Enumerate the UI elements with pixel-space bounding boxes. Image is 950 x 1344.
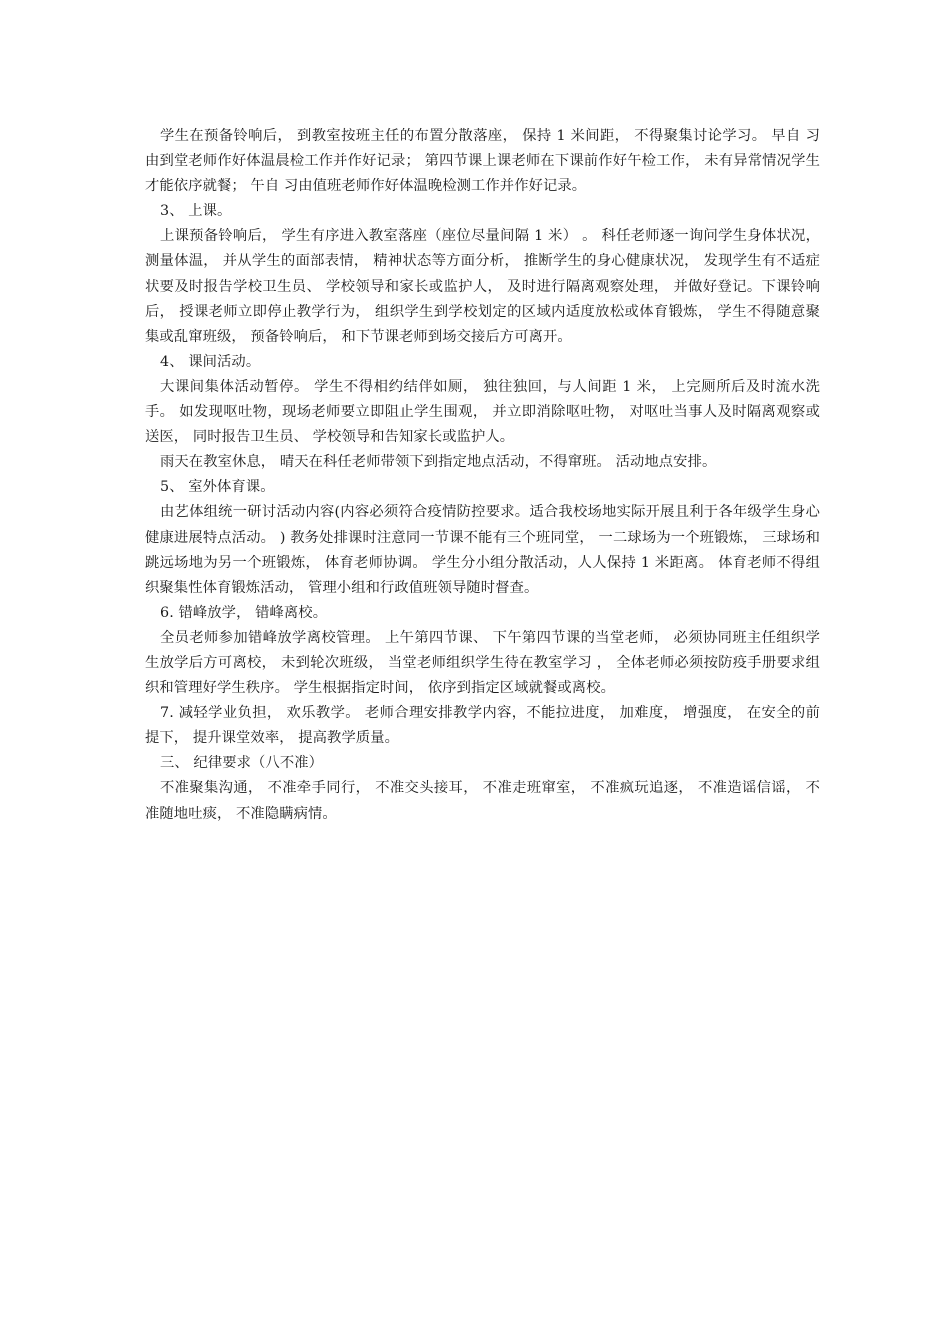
paragraph-break-a: 大课间集体活动暂停。 学生不得相约结伴如厕， 独往独回，与人间距 1 米， 上完厕所后及时流水洗手。 如发现呕吐物，现场老师要立即阻止学生围观， 并立即消除呕吐物， 对呕吐当事人及时隔离观察或送医， 同时报告卫生员、 学校领导和告知家长或监护人。: [145, 378, 820, 446]
paragraph-discipline: 不准聚集沟通， 不准牵手同行， 不准交头接耳， 不准走班窜室， 不准疯玩追逐， 不准造谣信谣， 不准随地吐痰， 不准隐瞒病情。: [145, 780, 820, 822]
heading-dismissal: 6. 错峰放学， 错峰离校。: [160, 604, 328, 621]
paragraph-dismissal: 全员老师参加错峰放学离校管理。 上午第四节课、 下午第四节课的当堂老师， 必须协同班主任组织学生放学后方可离校， 未到轮次班级， 当堂老师组织学生待在教室学习 ， 全体老师必须按防疫手册要求组织和管理好学生秩序。 学生根据指定时间， 依序到指定区域就餐或离校。: [145, 629, 820, 697]
heading-break: 4、 课间活动。: [160, 353, 261, 370]
heading-class: 3、 上课。: [160, 203, 232, 220]
paragraph-arrival: 学生在预备铃响后， 到教室按班主任的布置分散落座， 保持 1 米间距， 不得聚集讨论学习。 早自 习由到堂老师作好体温晨检工作并作好记录； 第四节课上课老师在下课前作好午检工作， 未有异常情况学生才能依序就餐； 午自 习由值班老师作好体温晚检测工作并作好记录。: [145, 128, 820, 195]
paragraph-pe: 由艺体组统一研讨活动内容(内容必须符合疫情防控要求。适合我校场地实际开展且利于各年级学生身心健康进展特点活动。 ) 教务处排课时注意同一节课不能有三个班同堂， 一二球场为一个班锻炼， 三球场和跳远场地为另一个班锻炼， 体育老师协调。 学生分小组分散活动，人人保持 1 米距离。 体育老师不得组织聚集性体育锻炼活动， 管理小组和行政值班领导随时督查。: [145, 504, 820, 596]
paragraph-class: 上课预备铃响后， 学生有序进入教室落座（座位尽量间隔 1 米） 。 科任老师逐一询问学生身体状况， 测量体温， 并从学生的面部表情， 精神状态等方面分析， 推断学生的身心健康状况， 发现学生有不适症状要及时报告学校卫生员、 学校领导和家长或监护人， 及时进行隔离观察处理， 并做好登记。下课铃响后， 授课老师立即停止教学行为， 组织学生到学校划定的区域内适度放松或体育锻炼， 学生不得随意聚集或乱窜班级， 预备铃响后， 和下节课老师到场交接后方可离开。: [145, 228, 820, 345]
paragraph-workload: 7. 减轻学业负担， 欢乐教学。 老师合理安排教学内容，不能拉进度， 加难度， 增强度， 在安全的前提下， 提升课堂效率， 提高教学质量。: [145, 705, 820, 747]
document-body: [145, 124, 820, 827]
heading-pe: 5、 室外体育课。: [160, 479, 275, 496]
heading-discipline: 三、 纪律要求（八不准）: [160, 755, 324, 772]
paragraph-break-b: 雨天在教室休息， 晴天在科任老师带领下到指定地点活动，不得窜班。 活动地点安排。: [160, 454, 717, 471]
